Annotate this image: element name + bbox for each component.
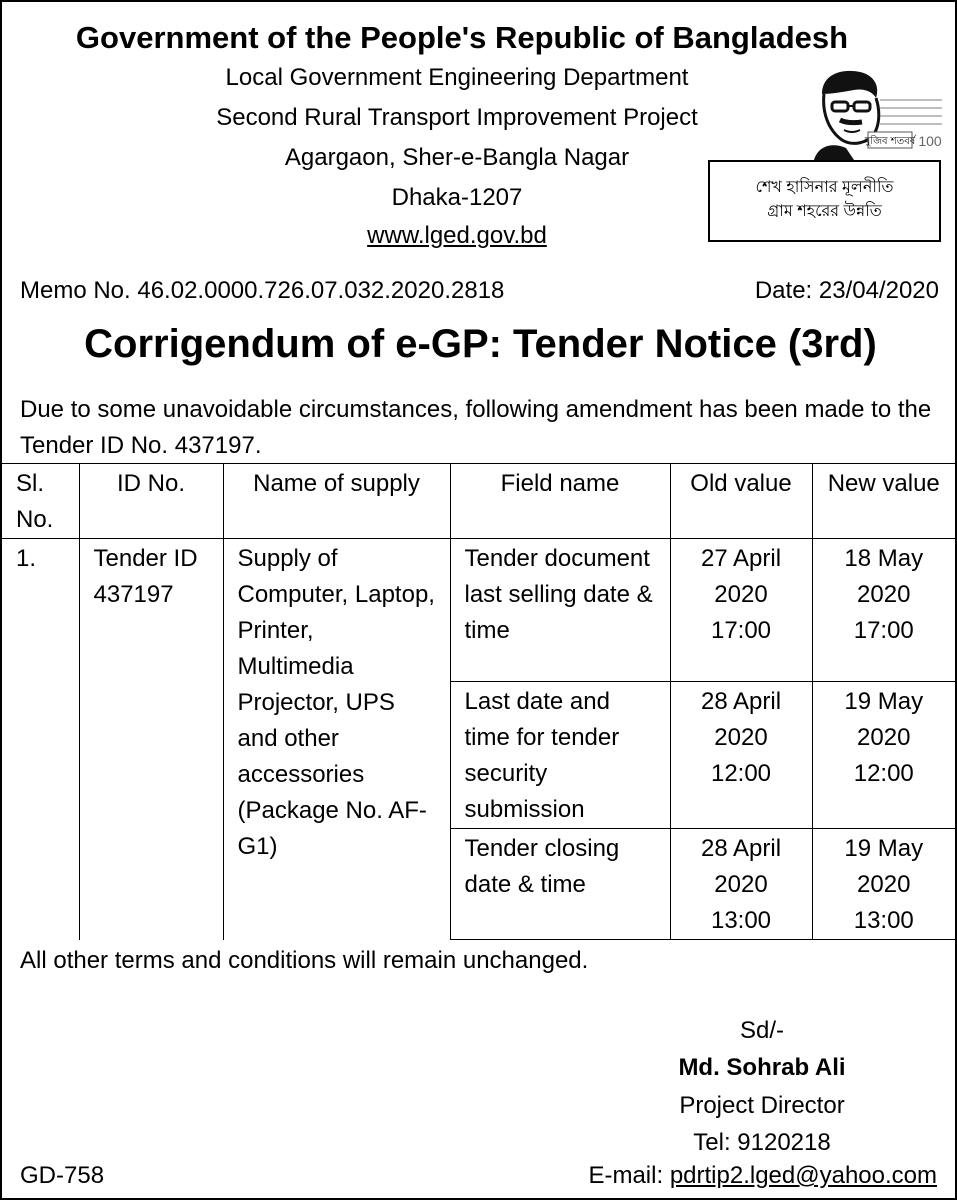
signature-sd: Sd/- (739, 1017, 784, 1044)
slogan-box (708, 160, 941, 242)
office-city: Dhaka-1207 (391, 184, 523, 211)
email-link[interactable]: pdrtip2.lged@yahoo.com (669, 1162, 937, 1189)
notice-title: Corrigendum of e-GP: Tender Notice (3rd) (84, 322, 877, 366)
header-id-no: ID No. (79, 464, 223, 539)
cell-field-name: Tender closing date & time (450, 829, 670, 940)
table-header-row (2, 464, 955, 539)
signer-name: Md. Sohrab Ali (678, 1054, 846, 1081)
office-address: Agargaon, Sher-e-Bangla Nagar (284, 144, 630, 171)
cell-new-value: 18 May 2020 17:00 (812, 539, 955, 682)
portrait-sketch-icon (794, 64, 944, 160)
department-name: Local Government Engineering Department (225, 64, 689, 91)
cell-new-value: 19 May 2020 13:00 (812, 829, 955, 940)
cell-new-value: 19 May 2020 12:00 (812, 682, 955, 829)
slogan-line-1: শেখ হাসিনার মূলনীতি (755, 179, 894, 196)
amendment-table (2, 463, 955, 940)
header-new-value: New value (812, 464, 955, 539)
footer-code: GD-758 (20, 1162, 105, 1189)
signer-telephone: Tel: 9120218 (693, 1129, 831, 1156)
cell-field-name: Tender document last selling date & time (450, 539, 670, 682)
header-sl-no: Sl. No. (2, 464, 79, 539)
cell-sl-no: 1. (2, 539, 79, 940)
table-row (2, 539, 955, 682)
cell-old-value: 28 April 2020 13:00 (670, 829, 812, 940)
header-name-of-supply: Name of supply (223, 464, 450, 539)
intro-paragraph: Due to some unavoidable circumstances, following amendment has been made to the Tender ID No. 437197. (20, 396, 932, 459)
mujib-centenary-logo (794, 64, 944, 160)
slogan-line-2: গ্রাম শহরের উন্নতি (767, 203, 882, 220)
email-label: E-mail: (588, 1162, 664, 1189)
logo-number: 100 (918, 133, 942, 149)
email-row (588, 1162, 937, 1190)
cell-old-value: 27 April 2020 17:00 (670, 539, 812, 682)
cell-field-name: Last date and time for tender security submission (450, 682, 670, 829)
memo-number: Memo No. 46.02.0000.726.07.032.2020.2818 (20, 277, 505, 304)
project-name: Second Rural Transport Improvement Project (216, 104, 698, 131)
closing-note: All other terms and conditions will remain unchanged. (20, 947, 589, 974)
signer-designation: Project Director (679, 1092, 845, 1119)
website-link[interactable]: www.lged.gov.bd (367, 222, 547, 249)
government-title: Government of the People's Republic of Bangladesh (75, 20, 849, 55)
header-old-value: Old value (670, 464, 812, 539)
cell-supply-name: Supply of Computer, Laptop, Printer, Multimedia Projector, UPS and other accessories (Package No. AF-G1) (223, 539, 450, 940)
header-field-name: Field name (450, 464, 670, 539)
cell-tender-id: Tender ID 437197 (79, 539, 223, 940)
logo-text: মুজিব শতবর্ষ (864, 136, 916, 147)
notice-date: Date: 23/04/2020 (754, 277, 939, 304)
cell-old-value: 28 April 2020 12:00 (670, 682, 812, 829)
